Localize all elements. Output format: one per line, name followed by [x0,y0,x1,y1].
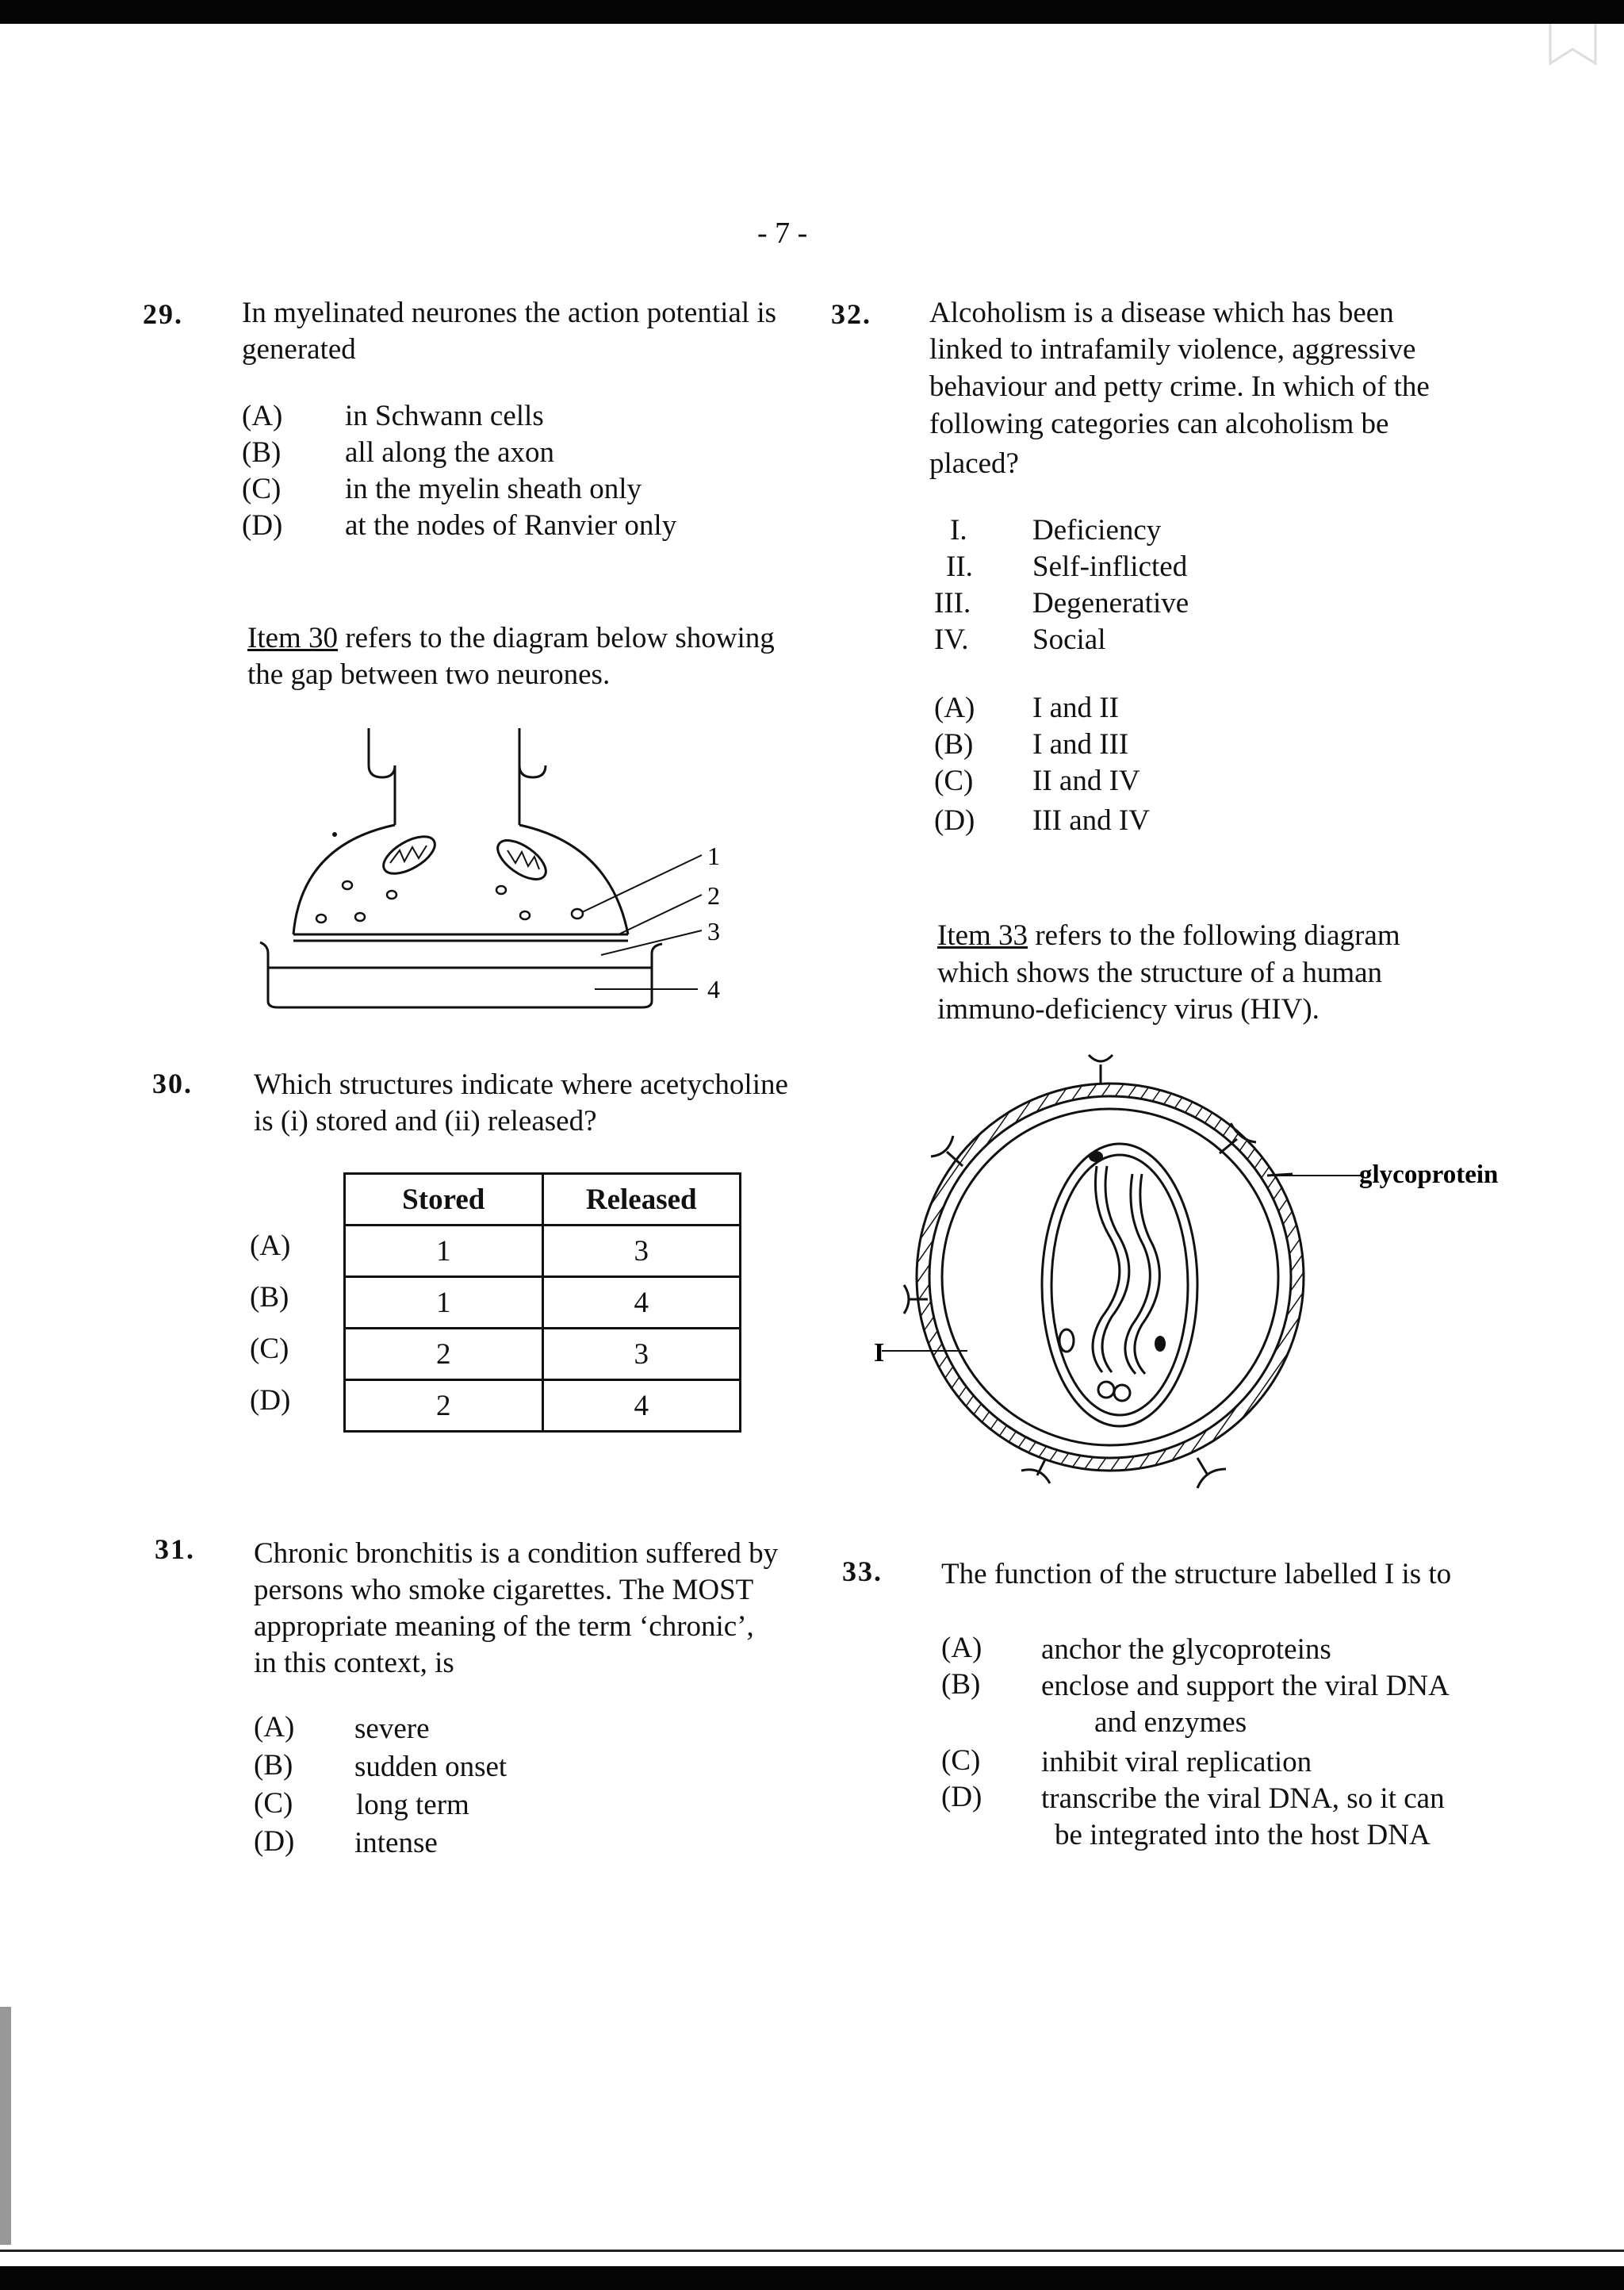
table-row[interactable] [345,1329,741,1380]
scan-bottom-border [0,2266,1624,2290]
item-33-intro-line2: which shows the structure of a human [937,957,1383,989]
q32-option-a-text[interactable]: I and II [1032,692,1119,724]
q33-option-b-letter[interactable]: (B) [941,1668,981,1701]
q33-option-b-text[interactable]: enclose and support the viral DNA [1041,1670,1450,1702]
question-33-number: 33. [842,1555,883,1587]
question-33-stem: The function of the structure labelled I is to [941,1558,1452,1590]
q30-a-stored: 1 [345,1226,543,1277]
synapse-label-2: 2 [707,881,720,910]
q33-option-b-text-cont[interactable]: and enzymes [1094,1706,1247,1739]
glycoprotein-label: glycoprotein [1359,1160,1499,1189]
question-32-stem-line3: behaviour and petty crime. In which of the [929,370,1430,403]
q32-category-3-numeral: III. [934,587,971,619]
q30-b-stored: 1 [345,1277,543,1329]
q32-category-1-text: Deficiency [1032,514,1162,547]
q32-category-4-numeral: IV. [934,623,969,656]
item-30-intro-line2: the gap between two neurones. [247,658,611,691]
q30-option-b-letter[interactable]: (B) [250,1281,289,1314]
q29-option-d-letter[interactable]: (D) [242,509,283,542]
question-29-number: 29. [143,298,183,330]
mitochondrion-right [492,833,553,887]
question-32-number: 32. [831,298,871,330]
synapse-label-4: 4 [707,975,720,1003]
q33-option-a-letter[interactable]: (A) [941,1632,982,1664]
structure-i-label: I [874,1338,885,1367]
q30-b-released: 4 [542,1277,741,1329]
q32-option-c-letter[interactable]: (C) [934,765,974,797]
question-32-stem-line4: following categories can alcoholism be [929,408,1389,440]
q32-category-3-text: Degenerative [1032,587,1189,619]
q30-a-released: 3 [542,1226,741,1277]
q32-category-2-text: Self-inflicted [1032,550,1188,583]
question-30-stem-line2: is (i) stored and (ii) released? [254,1105,597,1137]
q32-category-1-numeral: I. [950,514,967,547]
q33-option-d-letter[interactable]: (D) [941,1781,982,1813]
q32-option-b-letter[interactable]: (B) [934,728,974,761]
q32-category-2-numeral: II. [946,550,973,583]
q31-option-b-letter[interactable]: (B) [254,1749,293,1782]
table-row[interactable] [345,1226,741,1277]
q29-option-c-letter[interactable]: (C) [242,473,282,505]
q31-option-c-text[interactable]: long term [356,1789,469,1821]
item-33-intro-line1 [937,918,1473,954]
scan-left-edge-shadow [0,2007,11,2245]
question-31-number: 31. [155,1533,195,1565]
q33-option-c-letter[interactable]: (C) [941,1744,981,1777]
synaptic-vesicles [316,881,583,923]
question-29-stem-line1: In myelinated neurones the action potential is [242,297,777,329]
q29-option-d-text[interactable]: at the nodes of Ranvier only [345,509,677,542]
item-33-reference: Item 33 [937,919,1028,952]
item-33-intro-rest: refers to the following diagram [1028,919,1400,952]
item-33-intro-line3: immuno-deficiency virus (HIV). [937,993,1320,1026]
synapse-label-1: 1 [707,842,720,870]
q30-answer-table [343,1172,741,1433]
question-31-stem-line1: Chronic bronchitis is a condition suffered by [254,1537,779,1570]
q32-option-c-text[interactable]: II and IV [1032,765,1140,797]
q30-c-released: 3 [542,1329,741,1380]
q30-d-stored: 2 [345,1380,543,1432]
q32-option-d-text[interactable]: III and IV [1032,804,1150,837]
hiv-diagram [864,1047,1530,1507]
question-30-stem-line1: Which structures indicate where acetycholine [254,1068,788,1101]
q31-option-d-letter[interactable]: (D) [254,1825,295,1858]
question-31-stem-line3: appropriate meaning of the term ‘chronic’, [254,1610,754,1643]
synapse-label-3: 3 [707,917,720,946]
item-30-reference: Item 30 [247,622,339,654]
synapse-diagram [246,714,753,1015]
q31-option-a-text[interactable]: severe [354,1713,430,1745]
q30-option-a-letter[interactable]: (A) [250,1229,291,1262]
q29-option-b-letter[interactable]: (B) [242,436,282,469]
q30-d-released: 4 [542,1380,741,1432]
q32-option-b-text[interactable]: I and III [1032,728,1129,761]
q31-option-a-letter[interactable]: (A) [254,1711,295,1743]
scan-bottom-rule [0,2250,1624,2252]
q30-option-d-letter[interactable]: (D) [250,1384,291,1417]
q31-option-c-letter[interactable]: (C) [254,1787,293,1820]
q32-option-a-letter[interactable]: (A) [934,692,975,724]
q30-c-stored: 2 [345,1329,543,1380]
table-row[interactable] [345,1380,741,1432]
q33-option-a-text[interactable]: anchor the glycoproteins [1041,1633,1331,1666]
q29-option-b-text[interactable]: all along the axon [345,436,555,469]
table-header-stored: Stored [345,1174,543,1226]
table-header-released: Released [542,1174,741,1226]
question-29-stem-line2: generated [242,333,356,366]
question-31-stem-line4: in this context, is [254,1647,454,1679]
q29-option-a-text[interactable]: in Schwann cells [345,400,544,432]
question-32-stem-line1: Alcoholism is a disease which has been [929,297,1394,329]
item-30-intro-line1 [247,620,775,657]
question-30-number: 30. [152,1068,193,1099]
question-31-stem-line2: persons who smoke cigarettes. The MOST [254,1574,754,1606]
q31-option-d-text[interactable]: intense [354,1827,438,1859]
q33-option-d-text-cont[interactable]: be integrated into the host DNA [1055,1819,1431,1851]
q29-option-c-text[interactable]: in the myelin sheath only [345,473,642,505]
q33-option-c-text[interactable]: inhibit viral replication [1041,1746,1312,1778]
question-32-stem-line2: linked to intrafamily violence, aggressive [929,333,1416,366]
q29-option-a-letter[interactable]: (A) [242,400,283,432]
item-30-intro-rest: refers to the diagram below showing [338,622,775,654]
bookmark-icon [1546,24,1602,67]
page-number: - 7 - [757,217,808,250]
question-32-stem-line5: placed? [929,447,1019,480]
q31-option-b-text[interactable]: sudden onset [354,1751,508,1783]
q30-option-c-letter[interactable]: (C) [250,1333,289,1365]
q32-category-4-text: Social [1032,623,1106,656]
q33-option-d-text[interactable]: transcribe the viral DNA, so it can [1041,1782,1445,1815]
table-row[interactable] [345,1277,741,1329]
q32-option-d-letter[interactable]: (D) [934,804,975,837]
mitochondrion-left [377,829,440,880]
scan-top-border [0,0,1624,24]
